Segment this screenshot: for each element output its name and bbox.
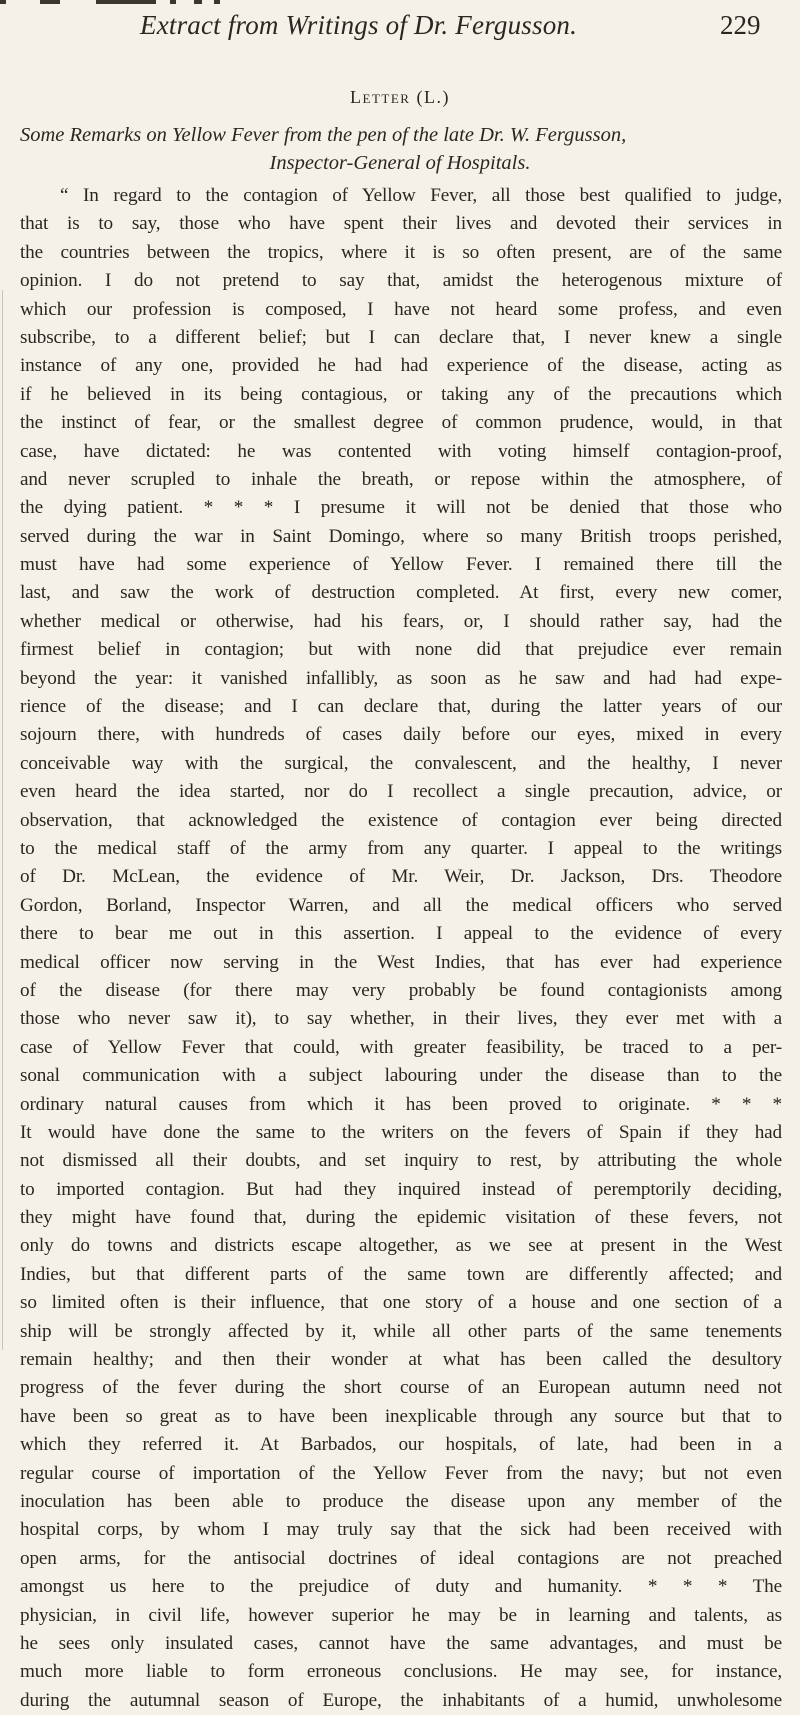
text-line: hospital corps, by whom I may truly say that the sick had been received with <box>20 1519 782 1541</box>
text-line: “ In regard to the contagion of Yellow Fever, all those best qualified to judge, <box>60 185 782 206</box>
page-number: 229 <box>720 10 761 40</box>
text-line: case, have dictated: he was contented with voting himself contagion-proof, <box>20 440 782 462</box>
text-line: progress of the fever during the short course of an European autumn need not <box>20 1377 782 1399</box>
text-line: regular course of importation of the Yellow Fever from the navy; but not even <box>20 1462 782 1484</box>
text-line: ship will be strongly affected by it, while all other parts of the same tenements <box>20 1320 782 1342</box>
text-line: firmest belief in contagion; but with none did that prejudice ever remain <box>20 639 782 661</box>
text-line: which they referred it. At Barbados, our hospitals, of late, had been in a <box>20 1434 782 1456</box>
title-line-1: Some Remarks on Yellow Fever from the pen of the late Dr. W. Fergusson, <box>20 124 627 146</box>
text-line: the instinct of fear, or the smallest degree of common prudence, would, in that <box>20 412 782 434</box>
text-line: during the autumnal season of Europe, the inhabitants of a humid, unwholesome <box>20 1689 782 1711</box>
text-line: if he believed in its being contagious, or taking any of the precautions which <box>20 383 782 405</box>
text-line: those who never saw it), to say whether, in their lives, they ever met with a <box>20 1008 782 1030</box>
top-edge-marks <box>0 0 800 6</box>
text-line: sojourn there, with hundreds of cases daily before our eyes, mixed in every <box>20 724 782 746</box>
text-line: inoculation has been able to produce the disease upon any member of the <box>20 1490 782 1512</box>
text-line: ordinary natural causes from which it has been proved to originate. * * * <box>20 1093 782 1115</box>
text-line: have been so great as to have been inexplicable through any source but that to <box>20 1405 782 1427</box>
text-line: the dying patient. * * * I presume it will not be denied that those who <box>20 497 782 519</box>
text-line: of the disease (for there may very probably be found contagionists among <box>20 979 782 1001</box>
text-line: It would have done the same to the writers on the fevers of Spain if they had <box>20 1121 782 1143</box>
text-line: opinion. I do not pretend to say that, amidst the heterogenous mixture of <box>20 270 782 292</box>
text-line: which our profession is composed, I have not heard some profess, and even <box>20 298 782 320</box>
letter-heading: Letter (L.) <box>350 87 450 107</box>
body-text <box>20 182 782 1715</box>
text-line: there to bear me out in this assertion. I appeal to the evidence of every <box>20 923 782 945</box>
text-line: much more liable to form erroneous conclusions. He may see, for instance, <box>20 1661 782 1683</box>
text-line: they might have found that, during the epidemic visitation of these fevers, not <box>20 1207 782 1229</box>
text-line: Gordon, Borland, Inspector Warren, and all the medical officers who served <box>20 894 782 916</box>
text-line: instance of any one, provided he had had experience of the disease, acting as <box>20 355 782 377</box>
text-line: physician, in civil life, however superior he may be in learning and talents, as <box>20 1604 782 1626</box>
text-line: observation, that acknowledged the existence of contagion ever being directed <box>20 809 782 831</box>
text-line: only do towns and districts escape altogether, as we see at present in the West <box>20 1235 782 1257</box>
text-line: even heard the idea started, nor do I recollect a single precaution, advice, or <box>20 781 782 803</box>
text-line: case of Yellow Fever that could, with greater feasibility, be traced to a per- <box>20 1036 782 1058</box>
text-line: to the medical staff of the army from any quarter. I appeal to the writings <box>20 837 782 859</box>
text-line: not dismissed all their doubts, and set inquiry to rest, by attributing the whole <box>20 1150 782 1172</box>
text-line: so limited often is their influence, that one story of a house and one section of a <box>20 1292 782 1314</box>
title-line-2: Inspector-General of Hospitals. <box>269 152 531 174</box>
text-line: Indies, but that different parts of the same town are differently affected; and <box>20 1263 782 1285</box>
text-line: medical officer now serving in the West Indies, that has ever had experience <box>20 951 782 973</box>
text-line: the countries between the tropics, where it is so often present, are of the same <box>20 241 782 263</box>
text-line: amongst us here to the prejudice of duty and humanity. * * * The <box>20 1576 782 1598</box>
text-line: and never scrupled to inhale the breath, or repose within the atmosphere, of <box>20 468 782 490</box>
running-head: Extract from Writings of Dr. Fergusson. <box>140 10 578 40</box>
margin-rule <box>2 290 3 1350</box>
text-line: beyond the year: it vanished infallibly, as soon as he saw and had had expe- <box>20 667 782 689</box>
text-line: he sees only insulated cases, cannot have the same advantages, and must be <box>20 1632 782 1654</box>
text-line: sonal communication with a subject labouring under the disease than to the <box>20 1065 782 1087</box>
text-line: to imported contagion. But had they inquired instead of peremptorily deciding, <box>20 1178 782 1200</box>
text-line: conceivable way with the surgical, the convalescent, and the healthy, I never <box>20 752 782 774</box>
text-line: must have had some experience of Yellow Fever. I remained there till the <box>20 554 782 576</box>
text-line: whether medical or otherwise, had his fears, or, I should rather say, had the <box>20 610 782 632</box>
text-line: open arms, for the antisocial doctrines of ideal contagions are not preached <box>20 1547 782 1569</box>
text-line: subscribe, to a different belief; but I can declare that, I never knew a single <box>20 326 782 348</box>
text-line: served during the war in Saint Domingo, where so many British troops perished, <box>20 525 782 547</box>
text-line: remain healthy; and then their wonder at what has been called the desultory <box>20 1349 782 1371</box>
text-line: rience of the disease; and I can declare that, during the latter years of our <box>20 696 782 718</box>
text-line: of Dr. McLean, the evidence of Mr. Weir, Dr. Jackson, Drs. Theodore <box>20 866 782 888</box>
text-line: last, and saw the work of destruction completed. At first, every new comer, <box>20 582 782 604</box>
text-line: that is to say, those who have spent their lives and devoted their services in <box>20 213 782 235</box>
